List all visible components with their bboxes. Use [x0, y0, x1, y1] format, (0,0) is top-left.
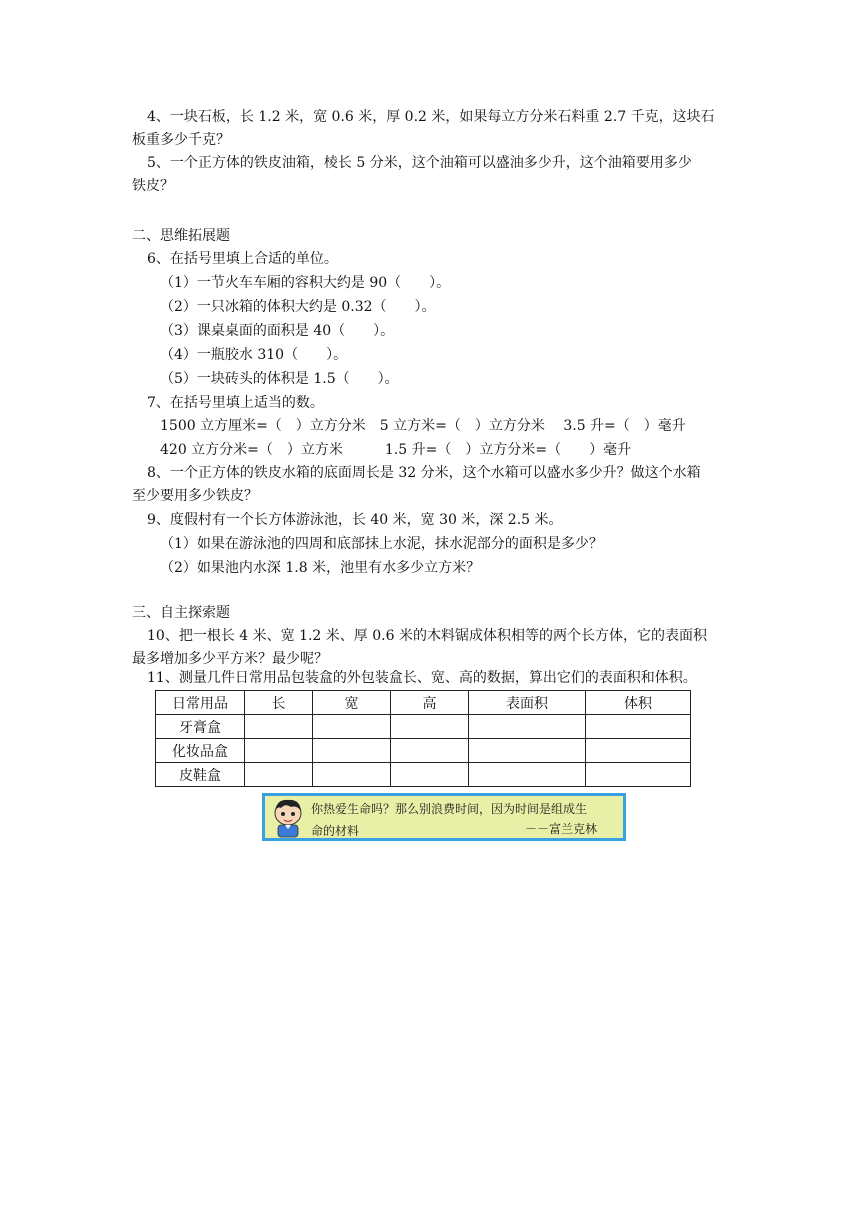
- measurement-table: [155, 690, 691, 787]
- q10-line1: 10、把一根长 4 米、宽 1.2 米、厚 0.6 米的木料锯成体积相等的两个长方体，它的表面积: [147, 628, 707, 644]
- q7-text: 7、在括号里填上适当的数。: [147, 395, 324, 411]
- header-cell: 日常用品: [156, 691, 245, 715]
- table-cell: [469, 763, 586, 787]
- q4-line2: 板重多少千克？: [132, 132, 230, 148]
- q5-line2: 铁皮？: [132, 178, 174, 194]
- q10-line2: 最多增加多少平方米？最少呢？: [132, 651, 328, 667]
- table-cell: [245, 763, 313, 787]
- row-label: 皮鞋盒: [156, 763, 245, 787]
- q7-row-1: 1500 立方厘米=（ ）立方分米 5 立方米=（ ）立方分米 3.5 升=（ ）毫升: [160, 418, 686, 434]
- table-header-row: [156, 691, 691, 715]
- table-cell: [313, 715, 391, 739]
- quote-line2: 命的材料: [311, 824, 360, 838]
- q6-item-5: （5）一块砖头的体积是 1.5（ ）。: [160, 371, 399, 387]
- q8-line2: 至少要用多少铁皮？: [132, 488, 258, 504]
- header-cell: 宽: [313, 691, 391, 715]
- table-cell: [391, 763, 469, 787]
- section-2-heading: 二、思维拓展题: [132, 228, 230, 244]
- q9-text: 9、度假村有一个长方体游泳池，长 40 米，宽 30 米，深 2.5 米。: [147, 512, 563, 528]
- table-cell: [245, 715, 313, 739]
- table-row: [156, 739, 691, 763]
- table-cell: [469, 715, 586, 739]
- header-cell: 高: [391, 691, 469, 715]
- q6-item-4: （4）一瓶胶水 310（ ）。: [160, 347, 348, 363]
- table-cell: [313, 739, 391, 763]
- table-cell: [313, 763, 391, 787]
- table-cell: [245, 739, 313, 763]
- section-3-heading: 三、自主探索题: [132, 605, 230, 621]
- q6-item-3: （3）课桌桌面的面积是 40（ ）。: [160, 323, 395, 339]
- q4-line1: 4、一块石板，长 1.2 米，宽 0.6 米，厚 0.2 米，如果每立方分米石料重 2.7 千克，这块石: [147, 109, 715, 125]
- row-label: 牙膏盒: [156, 715, 245, 739]
- table-cell: [586, 763, 691, 787]
- q9-item-1: （1）如果在游泳池的四周和底部抹上水泥，抹水泥部分的面积是多少？: [160, 536, 603, 552]
- header-cell: 体积: [586, 691, 691, 715]
- q5-line1: 5、一个正方体的铁皮油箱，棱长 5 分米，这个油箱可以盛油多少升，这个油箱要用多少: [147, 155, 692, 171]
- table-cell: [586, 715, 691, 739]
- q6-item-1: （1）一节火车车厢的容积大约是 90（ ）。: [160, 275, 451, 291]
- header-cell: 表面积: [469, 691, 586, 715]
- table-cell: [586, 739, 691, 763]
- table-cell: [391, 715, 469, 739]
- header-cell: 长: [245, 691, 313, 715]
- table-cell: [469, 739, 586, 763]
- boy-avatar-icon: [269, 798, 307, 838]
- quote-line1: 你热爱生命吗？那么别浪费时间，因为时间是组成生: [311, 802, 588, 816]
- q6-item-2: （2）一只冰箱的体积大约是 0.32（ ）。: [160, 299, 436, 315]
- q11-text: 11、测量几件日常用品包装盒的外包装盒长、宽、高的数据，算出它们的表面积和体积。: [147, 670, 697, 686]
- table-row: [156, 763, 691, 787]
- q6-text: 6、在括号里填上合适的单位。: [147, 251, 338, 267]
- quote-banner: [262, 793, 626, 841]
- table-row: [156, 715, 691, 739]
- quote-author: －－富兰克林: [525, 822, 598, 836]
- row-label: 化妆品盒: [156, 739, 245, 763]
- q9-item-2: （2）如果池内水深 1.8 米，池里有水多少立方米？: [160, 560, 481, 576]
- q7-row-2: 420 立方分米=（ ）立方米 1.5 升=（ ）立方分米=（ ）毫升: [160, 442, 632, 458]
- q8-line1: 8、一个正方体的铁皮水箱的底面周长是 32 分米，这个水箱可以盛水多少升？做这个水箱: [147, 465, 701, 481]
- table-cell: [391, 739, 469, 763]
